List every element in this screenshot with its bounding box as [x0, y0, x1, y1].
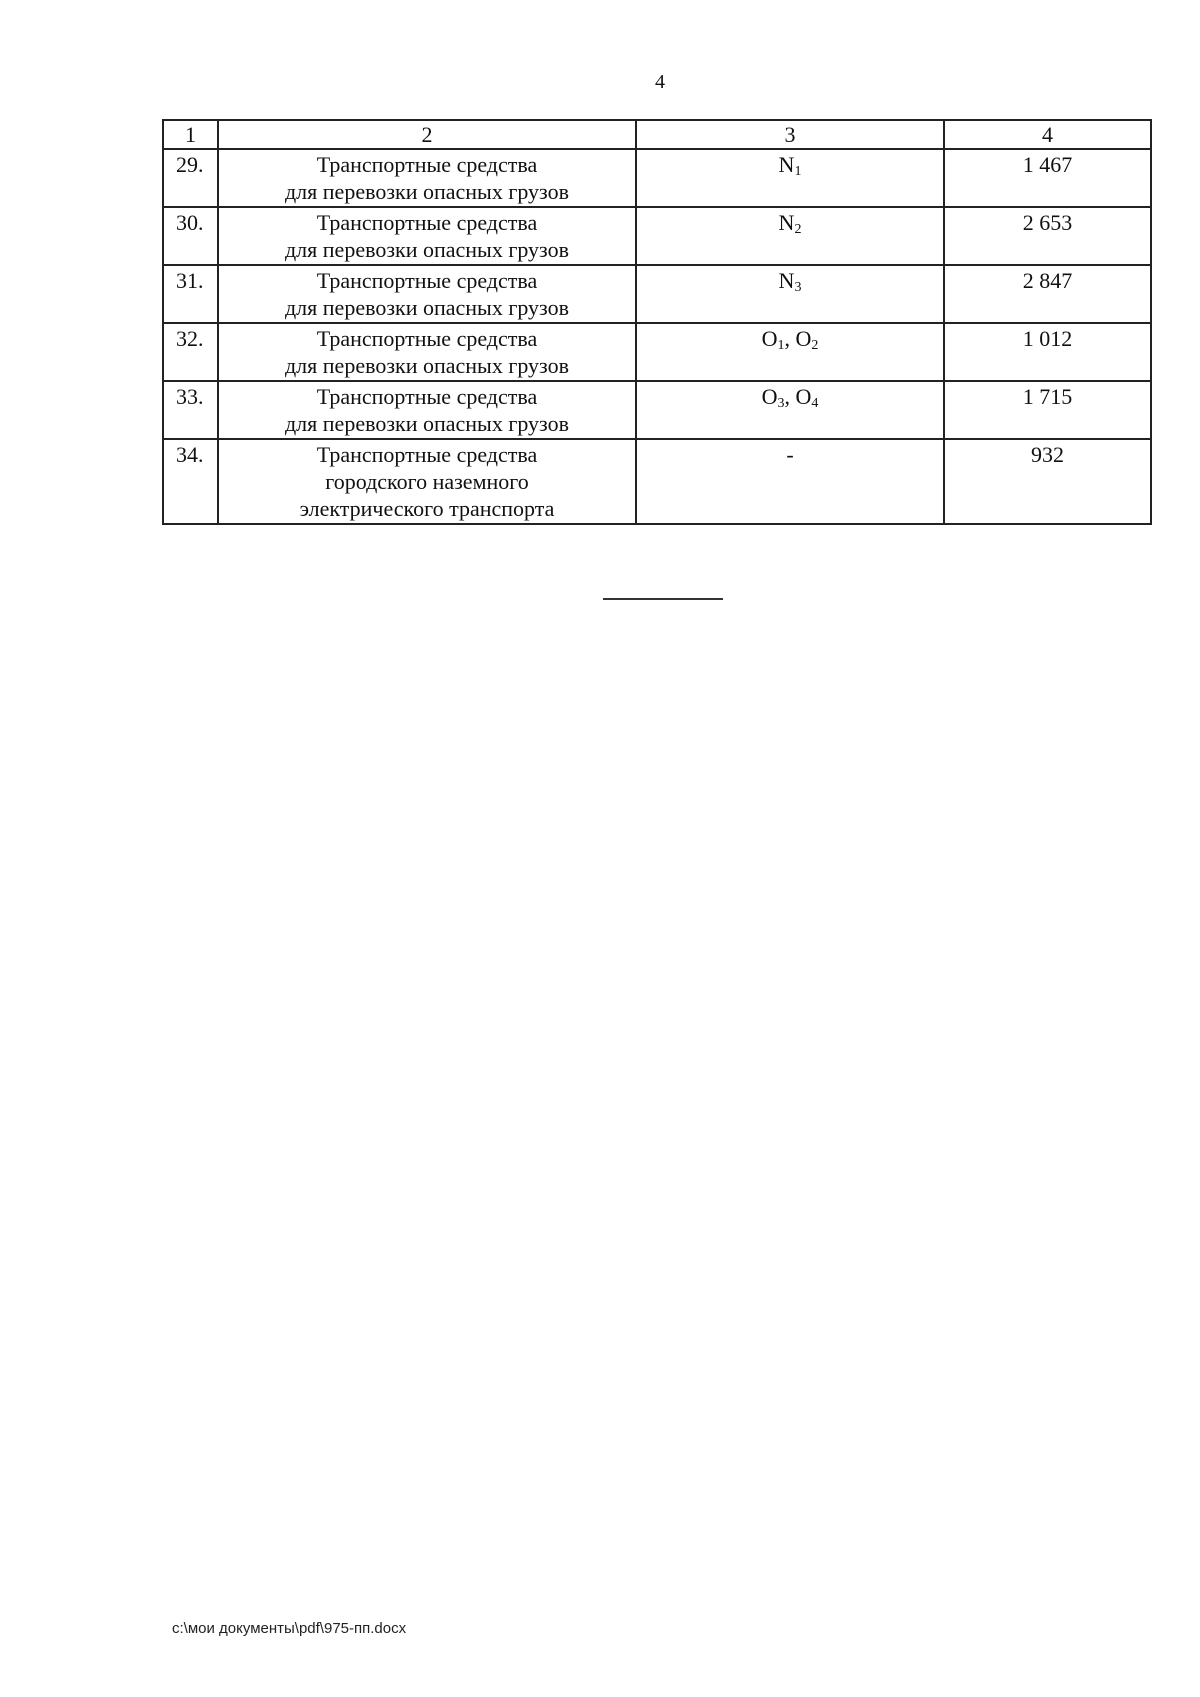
- table-row: [163, 265, 1151, 323]
- vehicle-name-cell: [218, 207, 636, 265]
- vehicle-table: [162, 119, 1152, 525]
- category-symbol: O: [795, 326, 812, 351]
- table-row: [163, 207, 1151, 265]
- vehicle-name-cell: [218, 265, 636, 323]
- category-separator: ,: [784, 326, 796, 351]
- header-cell: 3: [636, 120, 944, 149]
- category-subscript: 2: [811, 338, 819, 353]
- category-cell: [636, 265, 944, 323]
- vehicle-name-cell: [218, 439, 636, 524]
- category-symbol: N: [778, 152, 795, 177]
- category-symbol: -: [786, 442, 794, 467]
- category-cell: [636, 439, 944, 524]
- category-symbol: N: [778, 210, 795, 235]
- vehicle-name-line: Транспортные средства: [316, 210, 538, 235]
- vehicle-name-line: Транспортные средства: [316, 268, 538, 293]
- vehicle-name-line: для перевозки опасных грузов: [284, 411, 570, 436]
- category-symbol: N: [778, 268, 795, 293]
- vehicle-name-line: Транспортные средства: [316, 442, 538, 467]
- category-cell: [636, 323, 944, 381]
- value-cell: 1 467: [944, 149, 1151, 207]
- table-row: [163, 439, 1151, 524]
- category-symbol: O: [761, 384, 778, 409]
- vehicle-name-line: для перевозки опасных грузов: [284, 353, 570, 378]
- value-cell: 1 012: [944, 323, 1151, 381]
- table-body: [163, 120, 1151, 524]
- row-number-cell: 31.: [163, 265, 218, 323]
- category-subscript: 3: [777, 396, 785, 411]
- row-number-cell: 30.: [163, 207, 218, 265]
- value-cell: 2 847: [944, 265, 1151, 323]
- category-subscript: 1: [777, 338, 785, 353]
- category-cell: [636, 381, 944, 439]
- vehicle-name-line: Транспортные средства: [316, 326, 538, 351]
- header-cell: 2: [218, 120, 636, 149]
- page-number: 4: [655, 71, 665, 93]
- value-cell: 932: [944, 439, 1151, 524]
- category-symbol: O: [761, 326, 778, 351]
- header-cell: 4: [944, 120, 1151, 149]
- footer-file-path: c:\мои документы\pdf\975-пп.docx: [172, 1620, 407, 1637]
- category-subscript: 2: [794, 222, 802, 237]
- vehicle-name-line: Транспортные средства: [316, 384, 538, 409]
- row-number-cell: 34.: [163, 439, 218, 524]
- category-cell: [636, 149, 944, 207]
- row-number-cell: 32.: [163, 323, 218, 381]
- vehicle-name-line: электрического транспорта: [299, 496, 555, 521]
- category-subscript: 3: [794, 280, 802, 295]
- category-symbol: O: [795, 384, 812, 409]
- vehicle-name-cell: [218, 381, 636, 439]
- vehicle-name-line: Транспортные средства: [316, 152, 538, 177]
- vehicle-name-line: для перевозки опасных грузов: [284, 295, 570, 320]
- vehicle-name-line: городского наземного: [325, 469, 529, 494]
- category-separator: ,: [784, 384, 796, 409]
- table-row: [163, 323, 1151, 381]
- row-number-cell: 33.: [163, 381, 218, 439]
- category-cell: [636, 207, 944, 265]
- end-divider: [603, 598, 723, 600]
- vehicle-name-line: для перевозки опасных грузов: [284, 237, 570, 262]
- row-number-cell: 29.: [163, 149, 218, 207]
- header-cell: 1: [163, 120, 218, 149]
- vehicle-name-cell: [218, 323, 636, 381]
- table-header-row: [163, 120, 1151, 149]
- table-row: [163, 149, 1151, 207]
- vehicle-name-cell: [218, 149, 636, 207]
- vehicle-name-line: для перевозки опасных грузов: [284, 179, 570, 204]
- value-cell: 2 653: [944, 207, 1151, 265]
- category-subscript: 4: [811, 396, 819, 411]
- table-row: [163, 381, 1151, 439]
- value-cell: 1 715: [944, 381, 1151, 439]
- category-subscript: 1: [794, 164, 802, 179]
